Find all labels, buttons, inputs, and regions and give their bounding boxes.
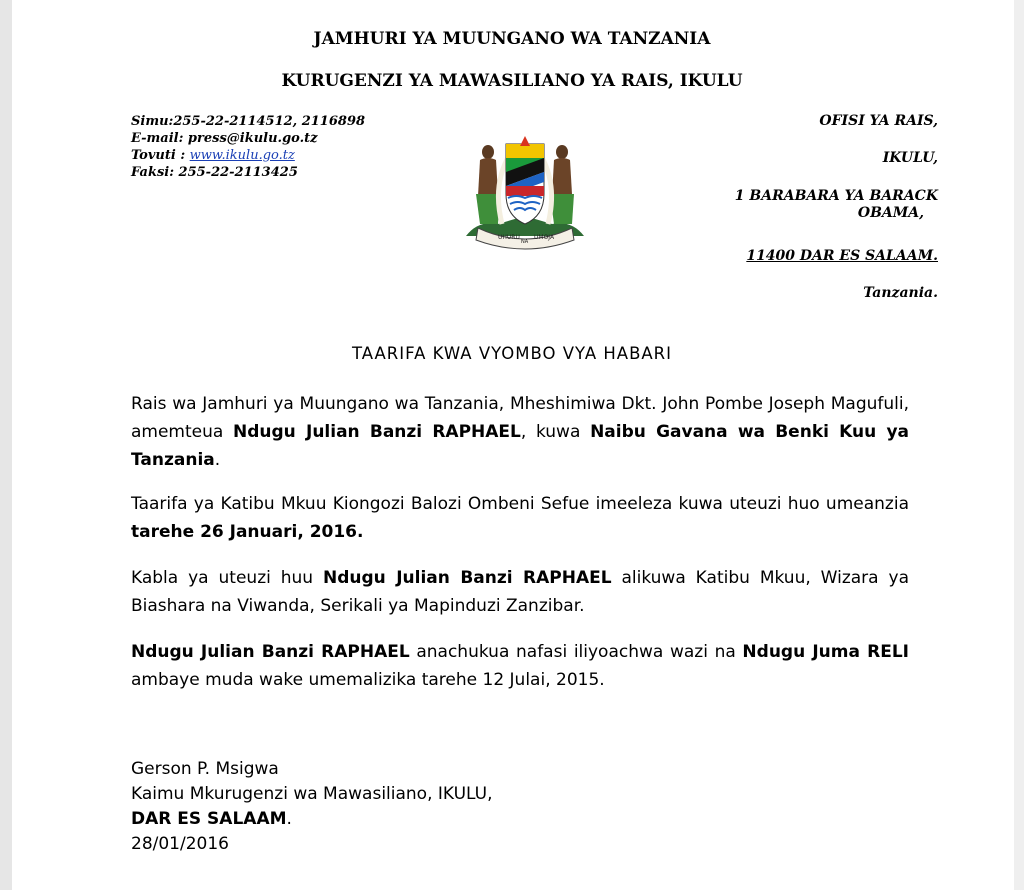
address-country: Tanzania. [863, 285, 938, 301]
p1-text-2: , kuwa [520, 422, 591, 442]
signatory-position: Kaimu Mkurugenzi wa Mawasiliano, IKULU, [131, 784, 493, 804]
paragraph-previous-role [131, 564, 909, 620]
paragraph-effective-date [131, 490, 909, 546]
p2-text-1: Taarifa ya Katibu Mkuu Kiongozi Balozi Ombeni Sefue imeeleza kuwa uteuzi huo umeanzia [131, 494, 909, 514]
paragraph-replacement [131, 638, 909, 694]
signatory-name: Gerson P. Msigwa [131, 759, 279, 779]
emblem-motto-left: UHURU [498, 234, 520, 241]
tanzania-coat-of-arms-icon [458, 124, 592, 254]
document-title: TAARIFA KWA VYOMBO VYA HABARI [351, 344, 673, 363]
emblem-woman-body [552, 158, 572, 196]
p2-effective-date: tarehe 26 Januari, 2016. [131, 522, 364, 542]
emblem-man-head [482, 145, 494, 159]
p1-position: Naibu Gavana wa Benki Kuu ya Tanzania [131, 422, 909, 470]
contact-website [131, 147, 365, 164]
contact-phone: Simu:255-22-2114512, 2116898 [131, 114, 366, 129]
emblem-shield-red [506, 186, 544, 196]
address-block [638, 113, 938, 303]
page-edge-left [0, 0, 12, 890]
release-date: 28/01/2016 [131, 834, 229, 854]
emblem-man-body [478, 158, 498, 196]
contact-block [131, 113, 365, 181]
emblem-shield-gold [506, 144, 544, 158]
address-city: 11400 DAR ES SALAAM. [746, 248, 938, 264]
signatory-city-suffix: . [286, 809, 292, 829]
address-office: OFISI YA RAIS, [819, 113, 938, 129]
header-directorate: KURUGENZI YA MAWASILIANO YA RAIS, IKULU [281, 71, 743, 91]
contact-website-label: Tovuti : [131, 148, 190, 163]
p4-text-1: anachukua nafasi iliyoachwa wazi na [409, 642, 743, 662]
p3-text-1: Kabla ya uteuzi huu [131, 568, 324, 588]
p4-text-2: ambaye muda wake umemalizika tarehe 12 Julai, 2015. [131, 670, 605, 690]
p3-appointee-name: Ndugu Julian Banzi RAPHAEL [323, 568, 612, 588]
paragraph-appointment [131, 390, 909, 474]
emblem-motto-right: UMOJA [534, 234, 555, 241]
p4-predecessor-name: Ndugu Juma RELI [742, 642, 909, 662]
page-edge-right [1014, 0, 1024, 890]
emblem-torch-flame [520, 136, 530, 146]
contact-fax: Faksi: 255-22-2113425 [131, 165, 298, 180]
contact-website-link[interactable]: www.ikulu.go.tz [189, 148, 295, 163]
p1-text-1: Rais wa Jamhuri ya Muungano wa Tanzania, Mheshimiwa Dkt. John Pombe Joseph Magufuli, amemteua [131, 394, 909, 442]
address-street-cont: OBAMA, [857, 205, 924, 221]
address-ikulu: IKULU, [882, 150, 938, 166]
signatory-city [131, 807, 493, 832]
header-republic: JAMHURI YA MUUNGANO WA TANZANIA [313, 29, 711, 49]
contact-email: E-mail: press@ikulu.go.tz [131, 131, 318, 146]
signature-block [131, 757, 493, 857]
p3-text-2: alikuwa Katibu Mkuu, Wizara ya Biashara na Viwanda, Serikali ya Mapinduzi Zanzibar. [131, 568, 909, 616]
p1-text-3: . [214, 450, 221, 470]
p4-appointee-name: Ndugu Julian Banzi RAPHAEL [131, 642, 410, 662]
address-street: 1 BARABARA YA BARACK [734, 188, 938, 204]
emblem-woman-head [556, 145, 568, 159]
signatory-city-name: DAR ES SALAAM [131, 809, 287, 829]
p1-appointee-name: Ndugu Julian Banzi RAPHAEL [233, 422, 521, 442]
emblem-motto-mid: NA [521, 239, 529, 245]
